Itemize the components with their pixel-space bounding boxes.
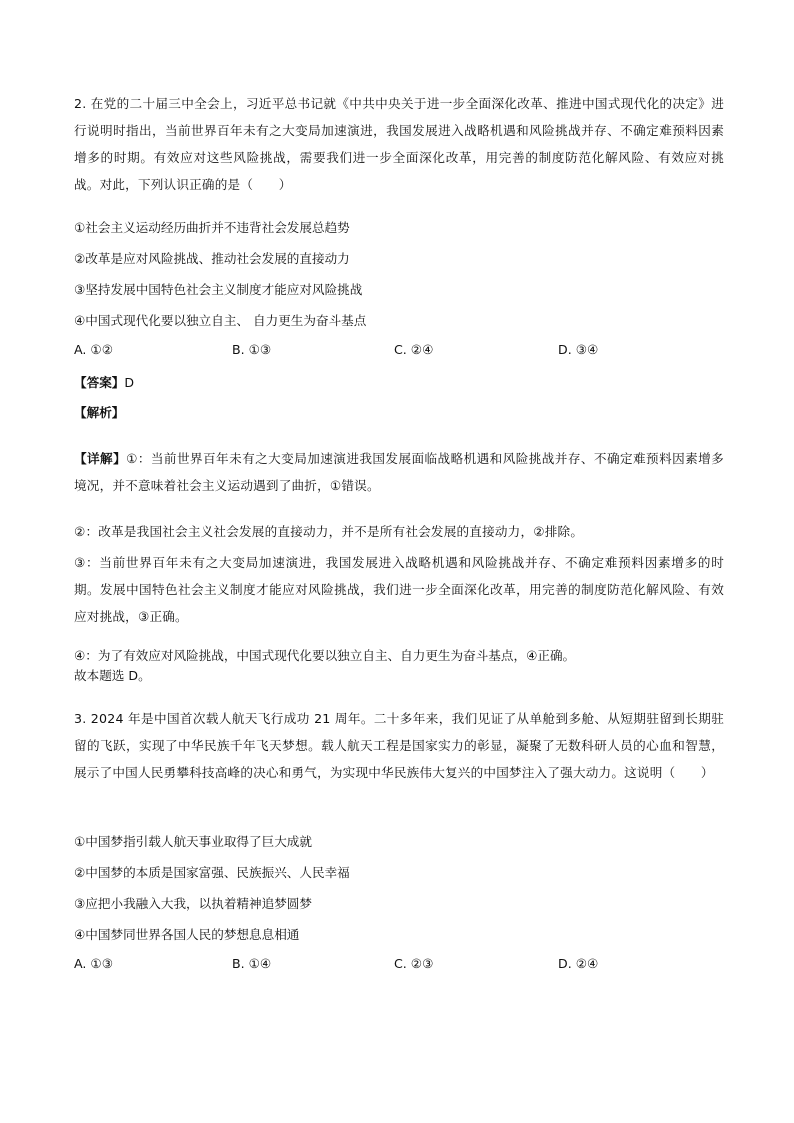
question-3-stem: 3. 2024 年是中国首次载人航天飞行成功 21 周年。二十多年来，我们见证了从单舱到多舱、从短期驻留到长期驻留的飞跃，实现了中华民族千年飞天梦想。载人航天工程是国家实力的彰显，凝聚了无数科研人员的心血和智慧，展示了中国人民勇攀科技高峰的决心和勇气，为实现中华民族伟大复兴的中国梦注入了强大动力。这说明（ ） [74,711,724,780]
question-2 [74,90,724,198]
choice-c: C. ②③ [394,956,434,971]
detail-3: ③：当前世界百年未有之大变局加速演进，我国发展进入战略机遇和风险挑战并存、不确定难预料因素增多的时期。发展中国特色社会主义制度才能应对风险挑战，我们进一步全面深化改革，用完善的制度防范化解风险、有效应对挑战，③正确。 [74,555,724,624]
choice-d: D. ③④ [558,342,599,357]
detail-4: ④：为了有效应对风险挑战，中国式现代化要以独立自主、自力更生为奋斗基点，④正确。 故本题选 D。 [74,646,724,686]
choice-a: A. ①② [74,342,113,357]
detail-tag: 【详解】 [74,451,127,466]
question-3-option-3: ③应把小我融入大我，以执着精神追梦圆梦 [74,896,312,911]
choice-a: A. ①③ [74,956,113,971]
question-3-choices [74,956,724,976]
question-3-option-1: ①中国梦指引载人航天事业取得了巨大成就 [74,834,312,849]
answer-line [74,373,724,393]
answer-value: D [124,375,135,390]
question-3 [74,705,724,786]
answer-tag: 【答案】 [74,375,125,390]
conclusion: 故本题选 D。 [74,668,151,683]
analysis-tag: 【解析】 [74,405,125,420]
question-2-option-3: ③坚持发展中国特色社会主义制度才能应对风险挑战 [74,282,363,297]
detail-2: ②：改革是我国社会主义社会发展的直接动力，并不是所有社会发展的直接动力，②排除。 [74,524,584,539]
detail-1-text: ①：当前世界百年未有之大变局加速演进我国发展面临战略机遇和风险挑战并存、不确定难预料因素增多境况，并不意味着社会主义运动遇到了曲折，①错误。 [74,451,724,493]
analysis-line [74,403,724,423]
question-2-option-2: ②改革是应对风险挑战、推动社会发展的直接动力 [74,251,350,266]
choice-b: B. ①④ [232,956,272,971]
question-2-stem: 2. 在党的二十届三中全会上，习近平总书记就《中共中央关于进一步全面深化改革、推进中国式现代化的决定》进行说明时指出，当前世界百年未有之大变局加速演进，我国发展进入战略机遇和风险挑战并存、不确定难预料因素增多的时期。有效应对这些风险挑战，需要我们进一步全面深化改革，用完善的制度防范化解风险、有效应对挑战。对此，下列认识正确的是（ ） [74,96,724,192]
choice-c: C. ②④ [394,342,434,357]
detail-1 [74,445,724,499]
choice-b: B. ①③ [232,342,272,357]
question-2-option-1: ①社会主义运动经历曲折并不违背社会发展总趋势 [74,220,350,235]
question-3-option-2: ②中国梦的本质是国家富强、民族振兴、人民幸福 [74,865,350,880]
question-2-option-4: ④中国式现代化要以独立自主、 自力更生为奋斗基点 [74,313,367,328]
question-3-option-4: ④中国梦同世界各国人民的梦想息息相通 [74,927,300,942]
choice-d: D. ②④ [558,956,599,971]
question-2-choices [74,342,724,362]
